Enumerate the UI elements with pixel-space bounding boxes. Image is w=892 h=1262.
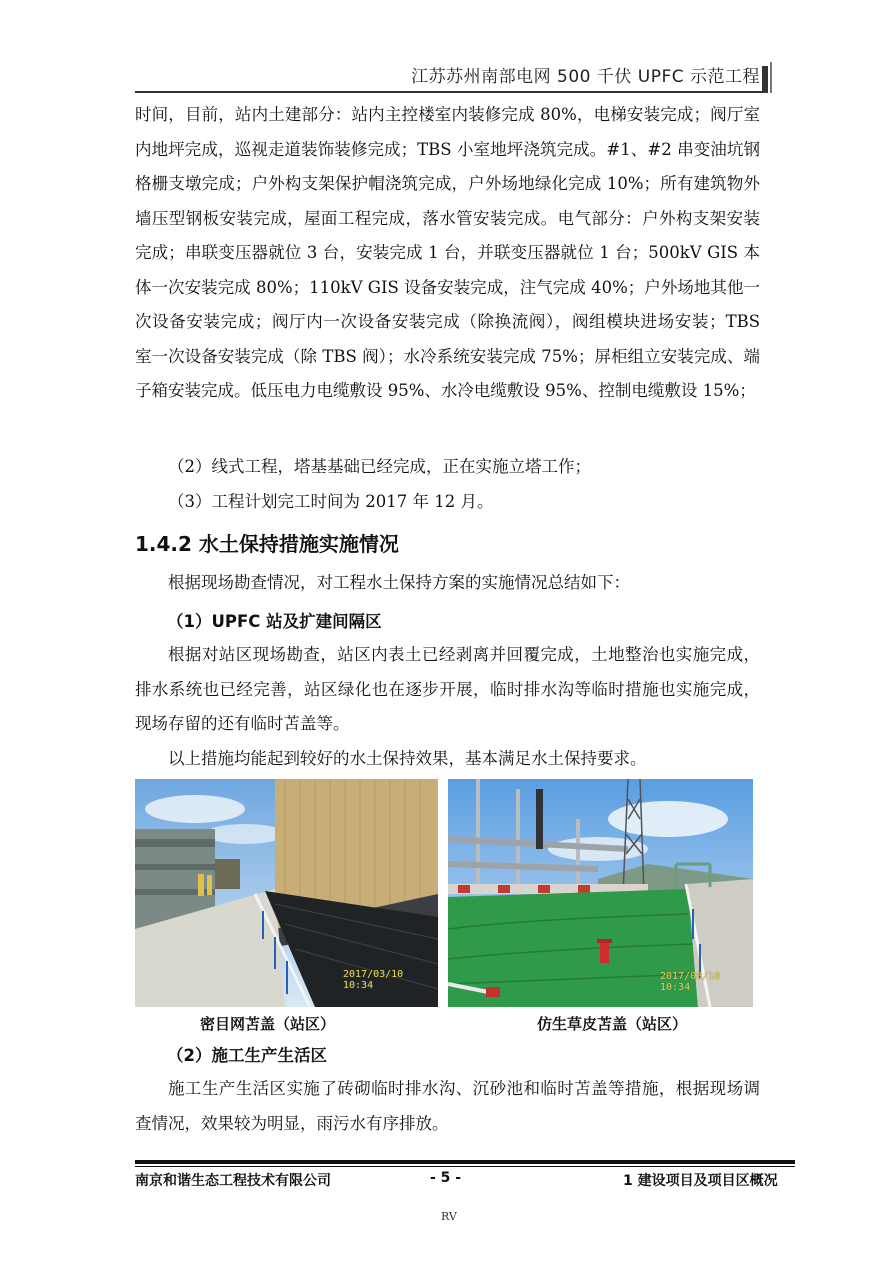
footer-page-number: - 5 - bbox=[430, 1170, 462, 1186]
photo-turf-cover bbox=[448, 779, 753, 1007]
section-heading: 1.4.2 水土保持措施实施情况 bbox=[135, 532, 399, 556]
photo-mesh-cover bbox=[135, 779, 438, 1007]
paragraph-effect: 以上措施均能起到较好的水土保持效果，基本满足水土保持要求。 bbox=[168, 749, 647, 768]
header-tab-mark-thin bbox=[770, 62, 772, 93]
footer-rule-thick bbox=[135, 1160, 795, 1164]
paragraph-progress: 时间，目前，站内土建部分：站内主控楼室内装修完成 80%，电梯安装完成；阀厅室内地坪完成，巡视走道装饰装修完成；TBS 小室地坪浇筑完成。#1、#2 串变油坑钢格栅支墩完成；户外构支架保护帽浇筑完成，户外场地绿化完成 10%；所有建筑物外墙压型钢板安装完成，屋面工程完成，落水管安装完成。电气部分：户外构支架安装完成；串联变压器就位 3 台，安装完成 1 台，并联变压器就位 1 台；500kV GIS 本体一次安装完成 80%；110kV GIS 设备安装完成，注气完成 40%；户外场地其他一次设备安装完成；阀厅内一次设备安装完成（除换流阀），阀组模块进场安装；TBS 室一次设备安装完成（除 TBS 阀）；水冷系统安装完成 75%；屏柜组立安装完成、端子箱安装完成。低压电力电缆敷设 95%、水冷电缆敷设 95%、控制电缆敷设 15%； bbox=[135, 105, 760, 400]
photo-timestamp: 2017/03/10 10:34 bbox=[343, 969, 404, 991]
paragraph-construction-measures: 施工生产生活区实施了砖砌临时排水沟、沉砂池和临时苫盖等措施，根据现场调查情况，效果较为明显，雨污水有序排放。 bbox=[135, 1079, 760, 1133]
paragraph-line-work: （2）线式工程，塔基基础已经完成，正在实施立塔工作； bbox=[168, 457, 591, 476]
paragraph-intro: 根据现场勘查情况，对工程水土保持方案的实施情况总结如下： bbox=[168, 573, 630, 592]
footer-chapter: 1 建设项目及项目区概况 bbox=[623, 1173, 778, 1189]
photo-caption-right: 仿生草皮苫盖（站区） bbox=[537, 1015, 688, 1033]
footer-company: 南京和谐生态工程技术有限公司 bbox=[135, 1173, 331, 1189]
photo-caption-left: 密目网苫盖（站区） bbox=[200, 1015, 336, 1033]
header-tab-mark bbox=[762, 66, 768, 93]
footer-rule-thin bbox=[135, 1166, 795, 1167]
footer-mark: RV bbox=[441, 1210, 457, 1223]
subheading-construction-area: （2）施工生产生活区 bbox=[167, 1046, 327, 1065]
photo-timestamp: 2017/08/18 10:34 bbox=[660, 971, 721, 993]
subheading-upfc-station: （1）UPFC 站及扩建间隔区 bbox=[167, 612, 382, 631]
paragraph-completion: （3）工程计划完工时间为 2017 年 12 月。 bbox=[168, 492, 494, 511]
header-rule bbox=[135, 91, 765, 93]
paragraph-station-measures: 根据对站区现场勘查，站区内表土已经剥离并回覆完成，土地整治也实施完成，排水系统也已经完善，站区绿化也在逐步开展，临时排水沟等临时措施也实施完成，现场存留的还有临时苫盖等。 bbox=[135, 645, 760, 733]
running-header-title: 江苏苏州南部电网 500 千伏 UPFC 示范工程 bbox=[411, 67, 760, 87]
